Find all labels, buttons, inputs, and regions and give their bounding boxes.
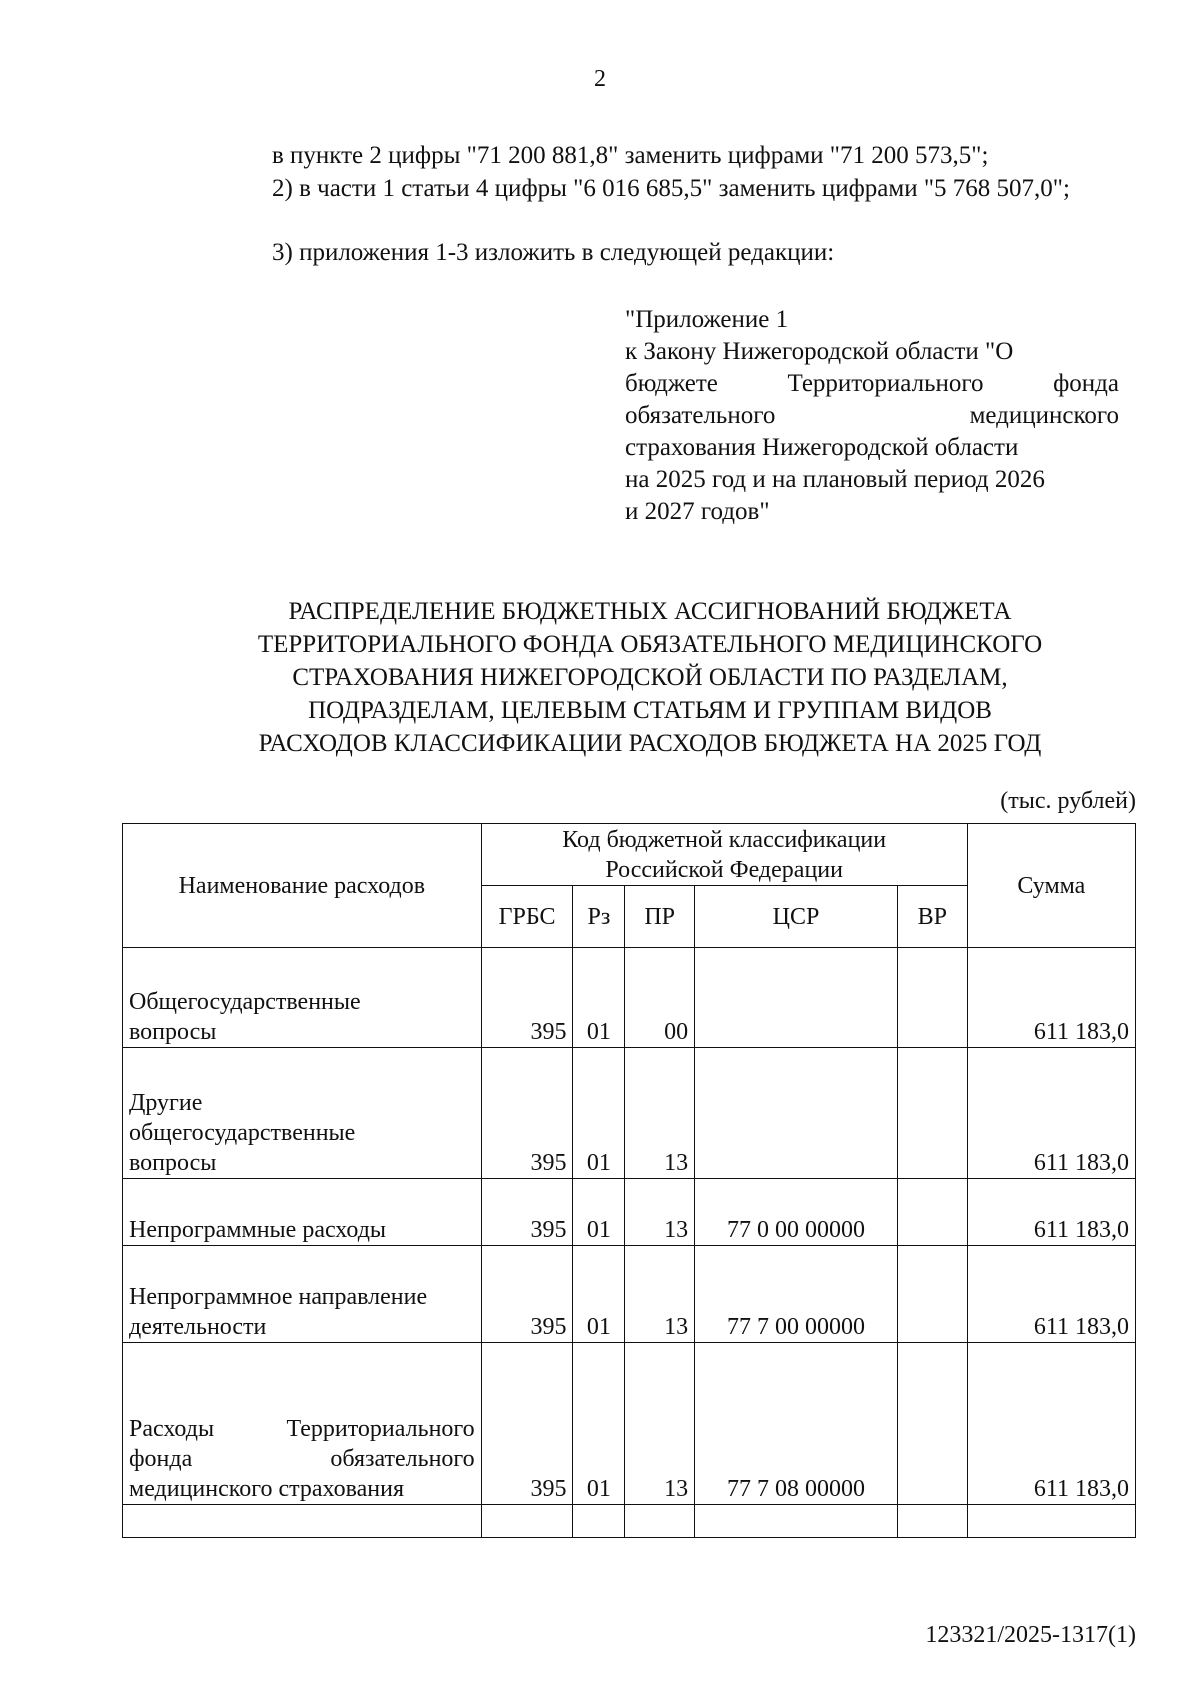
amendment-item-3: 3) приложения 1-3 изложить в следующей редакции:	[272, 239, 835, 266]
table-row	[123, 948, 1136, 1048]
document-number: 123321/2025-1317(1)	[925, 1622, 1136, 1648]
table-row	[123, 1048, 1136, 1179]
row-pr: 13	[625, 1048, 695, 1179]
document-title	[190, 595, 1110, 760]
title-line: ТЕРРИТОРИАЛЬНОГО ФОНДА ОБЯЗАТЕЛЬНОГО МЕДИЦИНСКОГО	[257, 631, 1043, 658]
empty-cell	[481, 1505, 573, 1538]
header-code-group-line: Российской Федерации	[605, 856, 843, 883]
row-sum: 611 183,0	[967, 1179, 1135, 1246]
row-name: Общегосударственные вопросы	[123, 948, 482, 1048]
header-code-group	[481, 824, 967, 886]
row-rz: 01	[573, 948, 625, 1048]
row-vr	[897, 948, 967, 1048]
title-line: СТРАХОВАНИЯ НИЖЕГОРОДСКОЙ ОБЛАСТИ ПО РАЗДЕЛАМ,	[292, 664, 1008, 691]
empty-cell	[897, 1505, 967, 1538]
table-row	[123, 1246, 1136, 1343]
row-csr	[695, 1048, 898, 1179]
appendix-line: страхования Нижегородской области	[625, 434, 1019, 461]
header-csr: ЦСР	[695, 886, 898, 948]
row-csr	[695, 948, 898, 1048]
row-grbs: 395	[481, 1343, 573, 1505]
row-rz: 01	[573, 1246, 625, 1343]
table-row	[123, 1179, 1136, 1246]
row-name: Непрограммное направление деятельности	[123, 1246, 482, 1343]
empty-cell	[625, 1505, 695, 1538]
table-row-empty	[123, 1505, 1136, 1538]
appendix-line: к Закону Нижегородской области "О	[625, 338, 1014, 365]
budget-table	[122, 823, 1136, 1538]
empty-cell	[695, 1505, 898, 1538]
header-grbs: ГРБС	[481, 886, 573, 948]
row-vr	[897, 1246, 967, 1343]
header-rz: Рз	[573, 886, 625, 948]
row-vr	[897, 1048, 967, 1179]
title-line: ПОДРАЗДЕЛАМ, ЦЕЛЕВЫМ СТАТЬЯМ И ГРУППАМ ВИДОВ	[308, 697, 992, 724]
title-line: РАСПРЕДЕЛЕНИЕ БЮДЖЕТНЫХ АССИГНОВАНИЙ БЮДЖЕТА	[288, 598, 1012, 625]
appendix-reference	[625, 304, 1119, 528]
appendix-line: и 2027 годов"	[625, 498, 770, 525]
row-name: Непрограммные расходы	[123, 1179, 482, 1246]
row-grbs: 395	[481, 948, 573, 1048]
row-rz: 01	[573, 1179, 625, 1246]
header-sum: Сумма	[967, 824, 1135, 948]
row-sum: 611 183,0	[967, 1048, 1135, 1179]
row-name: Расходы Территориального фонда обязательного медицинского страхования	[123, 1343, 482, 1505]
row-pr: 00	[625, 948, 695, 1048]
row-grbs: 395	[481, 1048, 573, 1179]
header-code-group-line: Код бюджетной классификации	[562, 826, 887, 853]
row-rz: 01	[573, 1048, 625, 1179]
empty-cell	[123, 1505, 482, 1538]
appendix-line: обязательного медицинского	[625, 402, 1119, 429]
amendment-item-2-part: 2) в части 1 статьи 4 цифры "6 016 685,5" заменить цифрами "5 768 507,0";	[272, 175, 1070, 202]
row-grbs: 395	[481, 1246, 573, 1343]
row-csr: 77 0 00 00000	[695, 1179, 898, 1246]
empty-cell	[967, 1505, 1135, 1538]
row-name: Другие общегосударственные вопросы	[123, 1048, 482, 1179]
row-rz: 01	[573, 1343, 625, 1505]
page-number: 2	[594, 66, 606, 92]
header-vr: ВР	[897, 886, 967, 948]
row-vr	[897, 1179, 967, 1246]
row-pr: 13	[625, 1179, 695, 1246]
header-name: Наименование расходов	[123, 824, 482, 948]
appendix-line: бюджете Территориального фонда	[625, 370, 1119, 397]
row-csr: 77 7 00 00000	[695, 1246, 898, 1343]
appendix-label: "Приложение 1	[625, 306, 789, 333]
appendix-line: на 2025 год и на плановый период 2026	[625, 466, 1045, 493]
row-vr	[897, 1343, 967, 1505]
row-sum: 611 183,0	[967, 1343, 1135, 1505]
units-label: (тыс. рублей)	[1000, 788, 1136, 814]
amendment-item-2: в пункте 2 цифры "71 200 881,8" заменить цифрами "71 200 573,5";	[272, 142, 989, 169]
row-pr: 13	[625, 1246, 695, 1343]
title-line: РАСХОДОВ КЛАССИФИКАЦИИ РАСХОДОВ БЮДЖЕТА НА 2025 ГОД	[258, 730, 1042, 757]
table-row	[123, 1343, 1136, 1505]
row-sum: 611 183,0	[967, 948, 1135, 1048]
row-csr: 77 7 08 00000	[695, 1343, 898, 1505]
empty-cell	[573, 1505, 625, 1538]
row-grbs: 395	[481, 1179, 573, 1246]
row-pr: 13	[625, 1343, 695, 1505]
header-pr: ПР	[625, 886, 695, 948]
row-sum: 611 183,0	[967, 1246, 1135, 1343]
